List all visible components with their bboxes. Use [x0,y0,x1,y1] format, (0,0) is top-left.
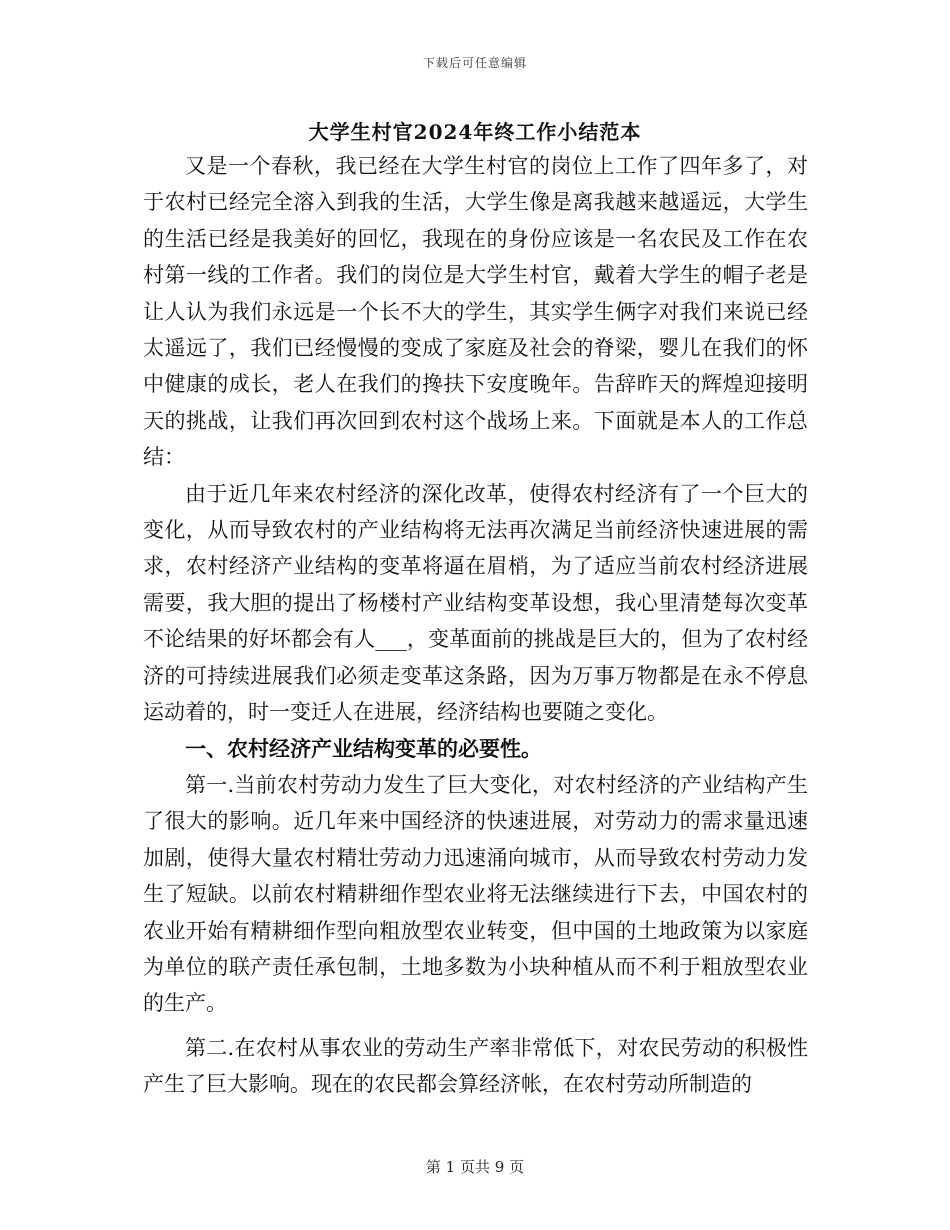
section-paragraph-first: 第一.当前农村劳动力发生了巨大变化，对农村经济的产业结构产生了很大的影响。近几年来中国经济的快速进展，对劳动力的需求量迅速加剧，使得大量农村精壮劳动力迅速涌向城市，从而导致农村劳动力发生了短缺。以前农村精耕细作型农业将无法继续进行下去，中国农村的农业开始有精耕细作型向粗放型农业转变，但中国的土地政策为以家庭为单位的联产责任承包制，土地多数为小块种植从而不利于粗放型农业的生产。 [143,772,808,1016]
section-heading: 一、农村经济产业结构变革的必要性。 [185,735,542,761]
paragraph-gap [143,1022,808,1030]
document-title: 大学生村官2024年终工作小结范本 [308,120,642,144]
intro-paragraph: 又是一个春秋，我已经在大学生村官的岗位上工作了四年多了，对于农村已经完全溶入到我的生活，大学生像是离我越来越遥远，大学生的生活已经是我美好的回忆，我现在的身份应该是一名农民及工作在农村第一线的工作者。我们的岗位是大学生村官，戴着大学生的帽子老是让人认为我们永远是一个长不大的学生，其实学生俩字对我们来说已经太遥远了，我们已经慢慢的变成了家庭及社会的脊梁，婴儿在我们的怀中健康的成长，老人在我们的搀扶下安度晚年。告辞昨天的辉煌迎接明天的挑战，让我们再次回到农村这个战场上来。下面就是本人的工作总结： [143,154,808,470]
section-paragraph-second: 第二.在农村从事农业的劳动生产率非常低下，对农民劳动的积极性产生了巨大影响。现在的农民都会算经济帐，在农村劳动所制造的 [143,1035,808,1097]
page-footer: 第 1 页共 9 页 [425,1158,525,1176]
reform-paragraph: 由于近几年来农村经济的深化改革，使得农村经济有了一个巨大的变化，从而导致农村的产业结构将无法再次满足当前经济快速进展的需求，农村经济产业结构的变革将逼在眉梢，为了适应当前农村经济进展需要，我大胆的提出了杨楼村产业结构变革设想，我心里清楚每次变革不论结果的好坏都会有人___，变革面前的挑战是巨大的，但为了农村经济的可持续进展我们必须走变革这条路，因为万事万物都是在永不停息运动着的，时一变迁人在进展，经济结构也要随之变化。 [143,481,808,725]
document-body [143,148,808,1103]
header-note: 下载后可任意编辑 [422,56,527,70]
